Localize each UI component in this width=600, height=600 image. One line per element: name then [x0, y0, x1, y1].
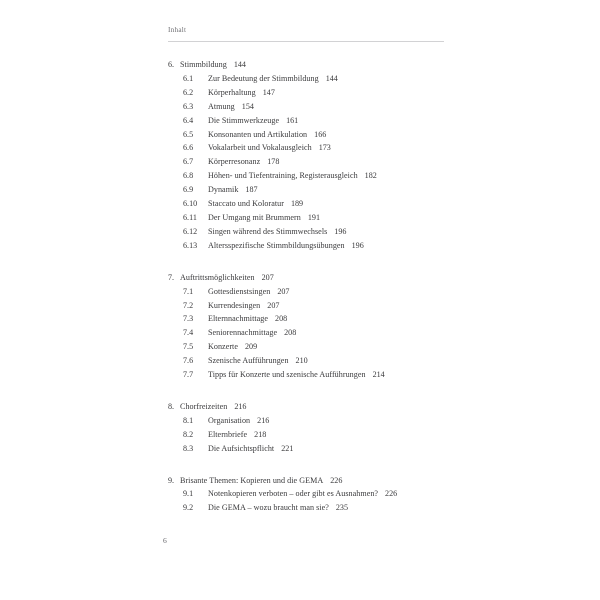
toc-section-title: Die Stimmwerkzeuge	[208, 115, 280, 125]
toc-section-title: Staccato und Koloratur	[208, 199, 284, 209]
toc-section-number: 6.13	[183, 240, 198, 250]
toc-section-title: Dynamik	[208, 185, 239, 195]
toc-section-title: Körperresonanz	[208, 157, 261, 167]
toc-chapter-page-number: 144	[233, 60, 246, 69]
toc-section-entry[interactable]	[0, 285, 600, 299]
toc-section-title: Zur Bedeutung der Stimmbildung	[208, 73, 319, 83]
toc-section-title: Der Umgang mit Brummern	[208, 212, 301, 222]
toc-section-entry[interactable]	[0, 128, 600, 142]
toc-section-number: 6.2	[183, 87, 194, 97]
toc-section-number: 6.11	[183, 212, 197, 222]
toc-section-page-number: 226	[385, 489, 398, 499]
toc-section-entry[interactable]	[0, 72, 600, 86]
toc-chapter-entry[interactable]	[0, 58, 600, 72]
toc-section-title: Atmung	[208, 101, 235, 111]
toc-section-number: 6.5	[183, 129, 194, 139]
toc-section-entry[interactable]	[0, 141, 600, 155]
header-rule	[168, 41, 444, 42]
toc-chapter-title: Auftrittsmöglichkeiten	[180, 272, 255, 282]
toc-section-page-number: 208	[284, 328, 297, 338]
toc-chapter-entry[interactable]	[0, 400, 600, 414]
toc-section-page-number: 196	[334, 226, 347, 236]
toc-section-title: Die GEMA – wozu braucht man sie?	[208, 503, 329, 513]
toc-section-title: Elternnachmittage	[208, 314, 269, 324]
toc-chapter-group	[0, 474, 600, 516]
toc-chapter-number: 9.	[168, 475, 175, 485]
toc-section-page-number: 235	[335, 503, 348, 513]
running-head	[168, 25, 444, 35]
toc-section-title: Elternbriefe	[208, 429, 248, 439]
toc-chapter-number: 7.	[168, 272, 175, 282]
toc-chapter-title: Chorfreizeiten	[180, 401, 228, 411]
toc-section-entry[interactable]	[0, 354, 600, 368]
toc-section-number: 6.12	[183, 226, 198, 236]
toc-section-title: Singen während des Stimmwechsels	[208, 226, 328, 236]
toc-section-page-number: 187	[245, 185, 258, 195]
toc-chapter-group	[0, 400, 600, 456]
toc-chapter-entry[interactable]	[0, 474, 600, 488]
toc-section-page-number: 166	[314, 129, 327, 139]
toc-section-title: Notenkopieren verboten – oder gibt es Ausnahmen?	[208, 489, 379, 499]
toc-section-page-number: 173	[318, 143, 331, 153]
toc-section-page-number: 221	[281, 443, 294, 453]
toc-section-title: Konzerte	[208, 342, 238, 352]
toc-section-number: 6.6	[183, 143, 194, 153]
toc-section-page-number: 182	[364, 171, 377, 181]
toc-section-number: 6.7	[183, 157, 194, 167]
toc-section-title: Seniorennachmittage	[208, 328, 278, 338]
toc-section-title: Altersspezifische Stimmbildungsübungen	[208, 240, 345, 250]
toc-section-page-number: 216	[257, 415, 270, 425]
toc-section-page-number: 218	[254, 429, 267, 439]
toc-section-number: 7.5	[183, 342, 194, 352]
toc-section-entry[interactable]	[0, 414, 600, 428]
toc-section-entry[interactable]	[0, 86, 600, 100]
toc-section-page-number: 214	[372, 370, 385, 380]
toc-section-number: 6.1	[183, 73, 194, 83]
toc-section-title: Vokalarbeit und Vokalausgleich	[208, 143, 312, 153]
toc-section-number: 9.1	[183, 489, 194, 499]
toc-section-page-number: 196	[351, 240, 364, 250]
page-folio: 6	[163, 536, 167, 545]
toc-section-number: 6.3	[183, 101, 194, 111]
toc-section-page-number: 147	[262, 87, 275, 97]
toc-section-entry[interactable]	[0, 442, 600, 456]
toc-section-page-number: 207	[267, 300, 280, 310]
toc-section-number: 7.3	[183, 314, 194, 324]
toc-section-entry[interactable]	[0, 501, 600, 515]
toc-section-page-number: 191	[307, 212, 320, 222]
toc-section-entry[interactable]	[0, 368, 600, 382]
toc-section-title: Kurrendesingen	[208, 300, 261, 310]
toc-chapter-page-number: 226	[330, 475, 343, 485]
toc-section-title: Tipps für Konzerte und szenische Aufführungen	[208, 370, 366, 380]
toc-section-page-number: 178	[267, 157, 280, 167]
toc-chapter-number: 8.	[168, 401, 175, 411]
toc-section-page-number: 144	[325, 73, 338, 83]
toc-section-title: Konsonanten und Artikulation	[208, 129, 308, 139]
toc-section-page-number: 210	[295, 356, 308, 366]
toc-section-number: 6.9	[183, 185, 194, 195]
toc-section-number: 6.8	[183, 171, 194, 181]
toc-section-entry[interactable]	[0, 299, 600, 313]
toc-section-number: 7.1	[183, 286, 194, 296]
toc-section-number: 7.6	[183, 356, 194, 366]
toc-chapter-page-number: 216	[234, 401, 247, 411]
toc-section-number: 7.2	[183, 300, 194, 310]
toc-section-page-number: 189	[290, 199, 304, 209]
toc-section-page-number: 208	[275, 314, 288, 324]
toc-section-title: Die Aufsichtspflicht	[208, 443, 275, 453]
toc-section-number: 8.2	[183, 429, 194, 439]
running-head-label: Inhalt	[168, 26, 187, 34]
toc-section-number: 6.4	[183, 115, 194, 125]
toc-section-title: Gottesdienstsingen	[208, 286, 271, 296]
toc-chapter-group	[0, 271, 600, 382]
toc-chapter-page-number: 207	[261, 272, 274, 282]
toc-chapter-entry[interactable]	[0, 271, 600, 285]
toc-section-title: Körperhaltung	[208, 87, 256, 97]
toc-section-entry[interactable]	[0, 197, 600, 211]
table-of-contents	[0, 58, 600, 515]
toc-section-entry[interactable]	[0, 155, 600, 169]
toc-section-entry[interactable]	[0, 487, 600, 501]
toc-section-entry[interactable]	[0, 114, 600, 128]
toc-section-entry[interactable]	[0, 225, 600, 239]
toc-section-number: 7.4	[183, 328, 194, 338]
toc-chapter-title: Stimmbildung	[180, 60, 227, 69]
toc-section-number: 8.3	[183, 443, 194, 453]
toc-chapter-group	[0, 58, 600, 253]
toc-section-number: 6.10	[183, 199, 198, 209]
toc-section-title: Szenische Aufführungen	[208, 356, 289, 366]
toc-section-entry[interactable]	[0, 169, 600, 183]
toc-section-entry[interactable]	[0, 428, 600, 442]
toc-section-title: Organisation	[208, 415, 251, 425]
toc-section-entry[interactable]	[0, 100, 600, 114]
toc-chapter-title: Brisante Themen: Kopieren und die GEMA	[180, 475, 324, 485]
toc-section-page-number: 207	[277, 286, 290, 296]
toc-section-entry[interactable]	[0, 239, 600, 253]
toc-section-entry[interactable]	[0, 183, 600, 197]
toc-section-entry[interactable]	[0, 211, 600, 225]
toc-chapter-number: 6.	[168, 60, 175, 69]
toc-section-number: 9.2	[183, 503, 194, 513]
toc-section-number: 8.1	[183, 415, 194, 425]
toc-section-title: Höhen- und Tiefentraining, Registerausgleich	[208, 171, 358, 181]
toc-section-entry[interactable]	[0, 340, 600, 354]
toc-section-page-number: 209	[244, 342, 258, 352]
toc-section-entry[interactable]	[0, 326, 600, 340]
toc-section-page-number: 161	[286, 115, 299, 125]
toc-section-number: 7.7	[183, 370, 194, 380]
toc-section-page-number: 154	[241, 101, 254, 111]
toc-section-entry[interactable]	[0, 312, 600, 326]
